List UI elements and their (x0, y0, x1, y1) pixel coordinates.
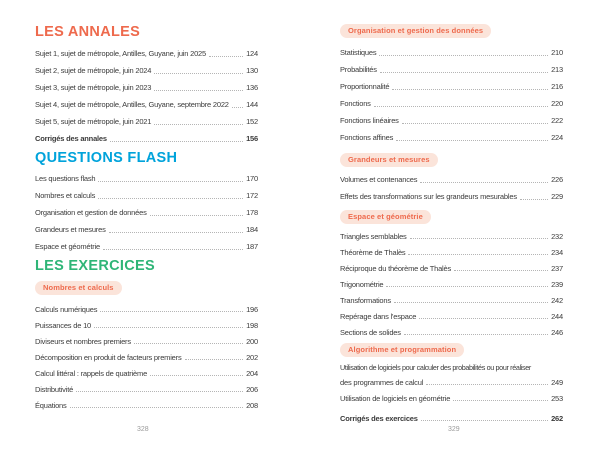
toc-item-label: Fonctions linéaires (340, 116, 399, 125)
toc-row (340, 244, 563, 260)
toc-item-label: Calcul littéral : rappels de quatrième (35, 368, 148, 378)
toc-item-page: 249 (551, 377, 563, 387)
toc-item-label: Corrigés des exercices (340, 413, 418, 423)
toc-row (35, 221, 258, 238)
toc-item-label: Proportionnalité (340, 82, 390, 91)
dotted-leader (420, 182, 548, 183)
dotted-leader (185, 359, 244, 360)
toc-item-page: 172 (246, 191, 258, 200)
section-heading-questions-flash: QUESTIONS FLASH (35, 150, 178, 166)
toc-row (340, 78, 563, 95)
toc-item-label: Décomposition en produit de facteurs premiers (35, 352, 182, 362)
dotted-leader (94, 327, 243, 328)
toc-item-label: Sujet 3, sujet de métropole, juin 2023 (35, 83, 152, 92)
toc-item-page: 220 (551, 99, 563, 108)
dotted-leader (110, 141, 243, 142)
toc-item-page: 196 (246, 304, 258, 314)
dotted-leader (134, 343, 243, 344)
dotted-leader (232, 107, 243, 108)
dotted-leader (402, 123, 548, 124)
dotted-leader (374, 106, 548, 107)
badge-wrap (340, 153, 563, 167)
toc-row (340, 61, 563, 78)
badge-wrap (340, 210, 563, 224)
toc-row (340, 260, 563, 276)
toc-row (35, 62, 258, 79)
toc-row (35, 333, 258, 349)
toc-row (35, 130, 258, 147)
toc-row (35, 45, 258, 62)
toc-item-page: 152 (246, 117, 258, 126)
dotted-leader (209, 56, 243, 57)
toc-row (340, 390, 563, 406)
toc-item-label: Probabilités (340, 65, 377, 74)
dotted-leader (98, 198, 243, 199)
toc-item-page: 144 (246, 100, 258, 109)
toc-row (35, 113, 258, 130)
dotted-leader (421, 420, 548, 421)
dotted-leader (419, 318, 548, 319)
toc-row (340, 308, 563, 324)
dotted-leader (379, 55, 548, 56)
toc-item-page: 234 (551, 247, 563, 257)
toc-item-label: Sujet 1, sujet de métropole, Antilles, Guyane, juin 2025 (35, 49, 206, 58)
toc-item-page: 226 (551, 175, 563, 184)
dotted-leader (386, 286, 548, 287)
section-heading-annales: LES ANNALES (35, 24, 141, 40)
toc-item-page: 216 (551, 82, 563, 91)
dotted-leader (150, 215, 243, 216)
toc-row (35, 365, 258, 381)
toc-row (35, 79, 258, 96)
dotted-leader (380, 72, 548, 73)
toc-item-label: Fonctions (340, 99, 371, 108)
dotted-leader (70, 407, 244, 408)
badge-espace-et-geometrie: Espace et géométrie (340, 210, 431, 224)
toc-item-label: Utilisation de logiciels pour calculer des probabilités ou pour réaliser (340, 363, 531, 372)
grandeurs-items (340, 171, 563, 205)
toc-item-page: 224 (551, 133, 563, 142)
toc-item-label: Diviseurs et nombres premiers (35, 336, 131, 346)
dotted-leader (410, 238, 548, 239)
badge-nombres-et-calculs: Nombres et calculs (35, 281, 122, 295)
toc-item-label: Calculs numériques (35, 304, 98, 314)
toc-item-page: 262 (551, 413, 563, 423)
badge-wrap (35, 281, 258, 295)
toc-row (340, 95, 563, 112)
toc-item-label: Corrigés des annales (35, 134, 107, 143)
toc-row (35, 381, 258, 397)
toc-row (35, 349, 258, 365)
toc-item-label: Trigonométrie (340, 279, 384, 289)
toc-item-page: 198 (246, 320, 258, 330)
toc-right-page (340, 0, 563, 426)
toc-item-label: Sujet 4, sujet de métropole, Antilles, Guyane, septembre 2022 (35, 100, 229, 109)
toc-row (340, 171, 563, 188)
toc-item-page: 253 (551, 393, 563, 403)
annales-items (35, 45, 258, 147)
toc-row (340, 112, 563, 129)
dotted-leader (394, 302, 548, 303)
toc-item-page: 130 (246, 66, 258, 75)
corriges-exercices-row (340, 410, 563, 426)
organisation-items (340, 44, 563, 146)
toc-item-page: 170 (246, 174, 258, 183)
toc-item-label: des programmes de calcul (340, 377, 424, 387)
dotted-leader (454, 270, 548, 271)
toc-row (340, 324, 563, 340)
badge-algorithme-et-programmation: Algorithme et programmation (340, 343, 464, 357)
toc-row (340, 188, 563, 205)
dotted-leader (100, 311, 243, 312)
toc-item-page: 187 (246, 242, 258, 251)
dotted-leader (404, 334, 548, 335)
toc-item-page: 232 (551, 231, 563, 241)
badge-wrap (340, 343, 563, 357)
toc-item-label: Sujet 5, sujet de métropole, juin 2021 (35, 117, 152, 126)
toc-item-label: Repérage dans l'espace (340, 311, 417, 321)
toc-row (35, 170, 258, 187)
section-heading-exercices: LES EXERCICES (35, 258, 155, 274)
questions-flash-items (35, 170, 258, 255)
toc-item-label: Théorème de Thalès (340, 247, 406, 257)
toc-item-label: Réciproque du théorème de Thalès (340, 263, 452, 273)
toc-item-label: Organisation et gestion de données (35, 208, 147, 217)
toc-item-label: Sections de solides (340, 327, 401, 337)
toc-item-page: 229 (551, 192, 563, 201)
toc-item-label: Statistiques (340, 48, 377, 57)
toc-row (340, 410, 563, 426)
algorithme-items (340, 361, 563, 406)
right-page-number: 329 (448, 426, 460, 433)
dotted-leader (426, 384, 548, 385)
espace-items (340, 228, 563, 340)
dotted-leader (103, 249, 243, 250)
toc-item-page: 242 (551, 295, 563, 305)
toc-row (35, 96, 258, 113)
toc-item-page: 213 (551, 65, 563, 74)
dotted-leader (453, 400, 548, 401)
toc-row (340, 44, 563, 61)
toc-item-label: Fonctions affines (340, 133, 394, 142)
dotted-leader (109, 232, 243, 233)
toc-item-label: Transformations (340, 295, 391, 305)
left-page-number: 328 (137, 426, 149, 433)
toc-item-page: 206 (246, 384, 258, 394)
badge-organisation-gestion-donnees: Organisation et gestion des données (340, 24, 491, 38)
toc-item-label: Grandeurs et mesures (35, 225, 106, 234)
dotted-leader (408, 254, 548, 255)
toc-row (340, 374, 563, 390)
toc-row (35, 187, 258, 204)
dotted-leader (76, 391, 243, 392)
toc-left-page (35, 0, 258, 413)
toc-row (35, 317, 258, 333)
toc-item-page: 246 (551, 327, 563, 337)
dotted-leader (154, 90, 243, 91)
toc-row (340, 228, 563, 244)
toc-item-page: 124 (246, 49, 258, 58)
toc-row (35, 204, 258, 221)
toc-item-page: 208 (246, 400, 258, 410)
toc-item-label: Nombres et calculs (35, 191, 96, 200)
toc-item-label: Les questions flash (35, 174, 96, 183)
toc-row (35, 397, 258, 413)
toc-item-page: 184 (246, 225, 258, 234)
dotted-leader (98, 181, 243, 182)
toc-row (35, 301, 258, 317)
toc-row (340, 276, 563, 292)
toc-item-page: 200 (246, 336, 258, 346)
toc-item-label: Triangles semblables (340, 231, 407, 241)
dotted-leader (396, 140, 548, 141)
toc-item-label: Espace et géométrie (35, 242, 100, 251)
toc-item-label: Volumes et contenances (340, 175, 418, 184)
dotted-leader (154, 124, 243, 125)
toc-item-page: 178 (246, 208, 258, 217)
toc-row (340, 129, 563, 146)
badge-grandeurs-et-mesures: Grandeurs et mesures (340, 153, 438, 167)
toc-item-label: Effets des transformations sur les grandeurs mesurables (340, 192, 517, 201)
toc-item-label: Puissances de 10 (35, 320, 92, 330)
toc-item-label: Utilisation de logiciels en géométrie (340, 393, 451, 403)
toc-item-page: 136 (246, 83, 258, 92)
dotted-leader (150, 375, 243, 376)
toc-row (35, 238, 258, 255)
toc-item-label: Distributivité (35, 384, 74, 394)
toc-item-label: Sujet 2, sujet de métropole, juin 2024 (35, 66, 152, 75)
badge-wrap (340, 24, 563, 38)
dotted-leader (520, 199, 548, 200)
dotted-leader (154, 73, 243, 74)
toc-item-page: 239 (551, 279, 563, 289)
nombres-et-calculs-items (35, 301, 258, 413)
toc-item-page: 237 (551, 263, 563, 273)
toc-item-label: Équations (35, 400, 67, 410)
toc-item-page: 244 (551, 311, 563, 321)
toc-row (340, 292, 563, 308)
toc-item-page: 156 (246, 134, 258, 143)
dotted-leader (392, 89, 548, 90)
toc-item-page: 202 (246, 352, 258, 362)
toc-item-page: 210 (551, 48, 563, 57)
toc-item-page: 204 (246, 368, 258, 378)
toc-item-page: 222 (551, 116, 563, 125)
